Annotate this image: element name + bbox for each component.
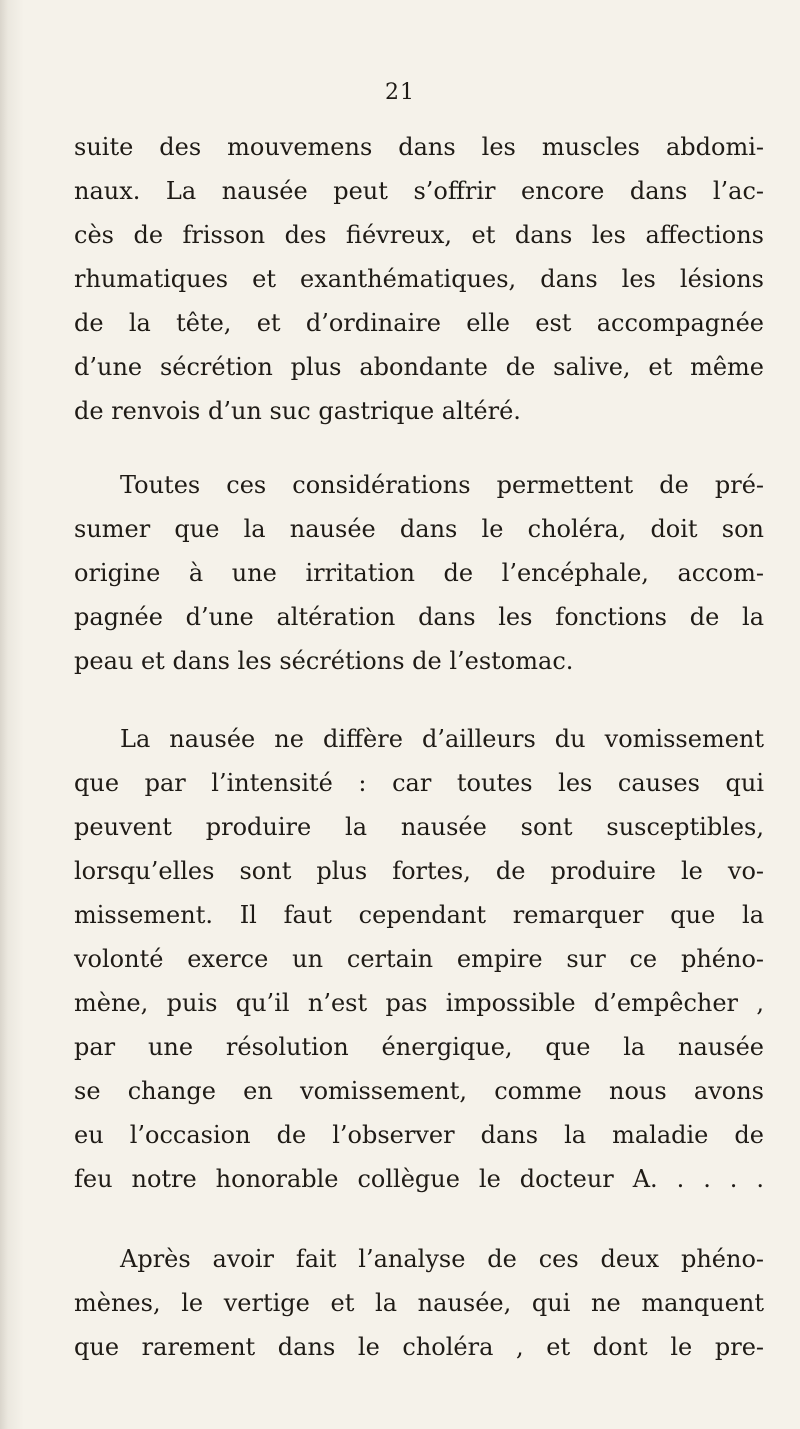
text-line: mène, puis qu’il n’est pas impossible d’empêcher , [74,989,764,1017]
page-number: 21 [385,80,415,105]
text-line: origine à une irritation de l’encéphale, accom- [74,559,764,587]
text-line: Toutes ces considérations permettent de pré- [120,471,764,499]
text-line: que rarement dans le choléra , et dont le pre- [74,1333,764,1361]
text-line: feu notre honorable collègue le docteur A. . . . . [74,1165,764,1193]
text-line: d’une sécrétion plus abondante de salive, et même [74,353,764,381]
text-line: naux. La nausée peut s’offrir encore dans l’ac- [74,177,764,205]
text-line: volonté exerce un certain empire sur ce phéno- [74,945,764,973]
text-line: pagnée d’une altération dans les fonctions de la [74,603,764,631]
text-line: de renvois d’un suc gastrique altéré. [74,397,521,425]
text-line: mènes, le vertige et la nausée, qui ne manquent [74,1289,764,1317]
text-line: cès de frisson des fiévreux, et dans les affections [74,221,764,249]
text-line: Après avoir fait l’analyse de ces deux phéno- [120,1245,764,1273]
text-line: sumer que la nausée dans le choléra, doit son [74,515,764,543]
text-line: eu l’occasion de l’observer dans la maladie de [74,1121,764,1149]
text-line: missement. Il faut cependant remarquer que la [74,901,764,929]
text-line: rhumatiques et exanthématiques, dans les lésions [74,265,764,293]
text-line: La nausée ne diffère d’ailleurs du vomissement [120,725,764,753]
text-line: peau et dans les sécrétions de l’estomac. [74,647,574,675]
text-line: que par l’intensité : car toutes les causes qui [74,769,764,797]
text-line: par une résolution énergique, que la nausée [74,1033,764,1061]
text-line: se change en vomissement, comme nous avons [74,1077,764,1105]
text-line: de la tête, et d’ordinaire elle est accompagnée [74,309,764,337]
text-line: lorsqu’elles sont plus fortes, de produire le vo- [74,857,764,885]
text-line: suite des mouvemens dans les muscles abdomi- [74,133,764,161]
text-line: peuvent produire la nausée sont susceptibles, [74,813,764,841]
